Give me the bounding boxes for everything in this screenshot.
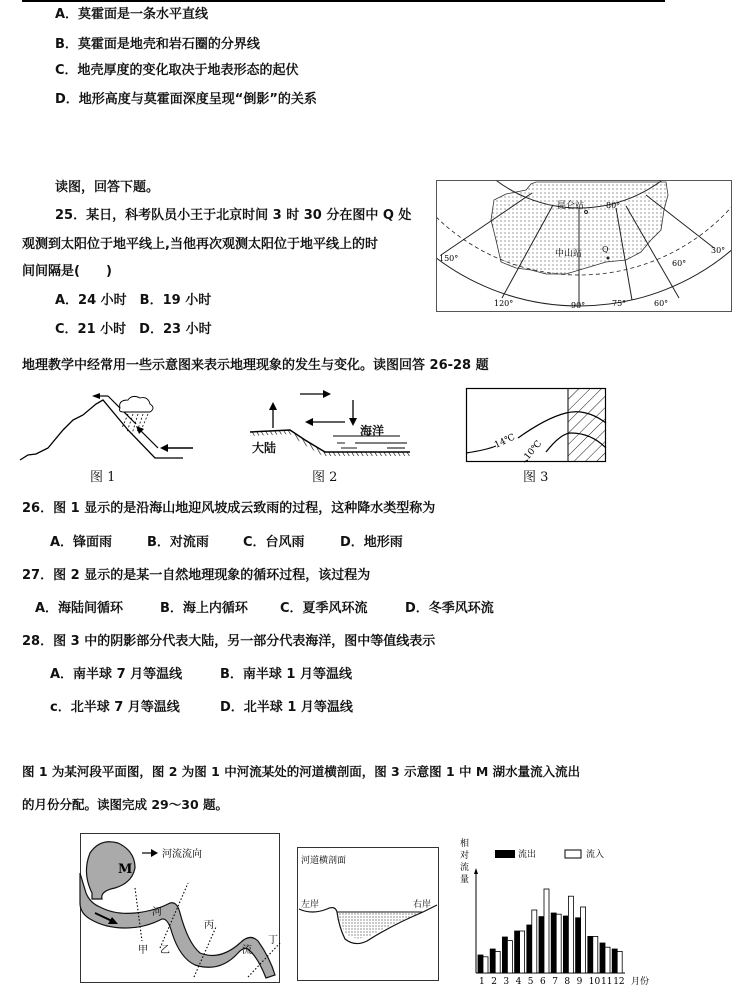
section3-intro-line1: 图 1 为某河段平面图，图 2 为图 1 中河流某处的河道横剖面，图 3 示意图 1 中 M 湖水量流入流出: [22, 764, 581, 779]
y-axis-label-4: 量: [460, 875, 470, 885]
x-tick-label: 12: [613, 977, 625, 987]
section-label-ding: 丁: [268, 935, 278, 946]
rain-lines: [122, 414, 148, 434]
bar-inflow-month-1: [483, 957, 488, 973]
q27-stem: 27．图 2 显示的是某一自然地理现象的循环过程，该过程为: [22, 568, 371, 583]
q24-option-d: D．地形高度与莫霍面深度呈现“倒影”的关系: [55, 92, 317, 107]
q28-option-d: D．北半球 1 月等温线: [220, 700, 353, 715]
bar-inflow-month-4: [520, 931, 525, 973]
figure-2-circulation: [245, 388, 415, 468]
right-bank-label: 右岸: [413, 900, 432, 910]
lake-label: M: [118, 862, 133, 877]
section-label-jia: 甲: [138, 945, 148, 956]
q25-stem-line2: 观测到太阳位于地平线上,当他再次观测太阳位于地平线上的时: [22, 237, 378, 252]
river-char-2: 流: [242, 945, 252, 956]
q25-intro: 读图，回答下题。: [55, 180, 160, 195]
section3-intro-line2: 的月份分配。读图完成 29～30 题。: [22, 797, 228, 812]
arrow-head: [92, 393, 100, 399]
q26-option-c: C．台风雨: [243, 535, 305, 550]
bar-inflow-month-6: [544, 889, 549, 973]
inner-circle: [441, 0, 717, 208]
x-tick-label: 5: [527, 977, 534, 987]
bar-outflow-month-9: [576, 918, 581, 973]
x-tick-label: 9: [576, 977, 583, 987]
q24-option-b: B．莫霍面是地壳和岩石圈的分界线: [55, 37, 260, 52]
bar-inflow-month-2: [495, 951, 500, 973]
lon-label-150: 150°: [439, 254, 459, 263]
figure-1-orographic-rain: [18, 390, 188, 480]
bar-inflow-month-9: [581, 907, 586, 973]
kunlun-station-label: 昆仑站: [557, 201, 585, 211]
q26-option-b: B．对流雨: [147, 535, 209, 550]
river-char-1: 河: [152, 907, 162, 918]
x-tick-label: 6: [540, 977, 546, 987]
x-tick-label: 2: [491, 977, 497, 987]
figure-2-land-label: 大陆: [252, 441, 277, 455]
cross-section-title: 河道横剖面: [301, 856, 347, 866]
x-axis-label: 月份: [631, 977, 650, 987]
q27-option-b: B．海上内循环: [160, 601, 248, 616]
figure-2-sea-label: 海洋: [360, 424, 385, 438]
figure-3-isotherms: [466, 388, 606, 463]
q27-option-d: D．冬季风环流: [405, 601, 494, 616]
x-tick-label: 1: [479, 977, 485, 987]
q25-options-row2: C．21 小时 D．23 小时: [55, 322, 212, 337]
bar-outflow-month-8: [563, 916, 568, 973]
lake-flow-chart: [455, 832, 655, 1000]
q26-stem: 26．图 1 显示的是沿海山地迎风坡成云致雨的过程，这种降水类型称为: [22, 501, 436, 516]
x-tick-label: 3: [503, 977, 510, 987]
bar-outflow-month-6: [539, 917, 544, 973]
isotherm-14-label: 14℃: [493, 432, 517, 451]
bar-inflow-month-7: [556, 914, 561, 973]
figure-1-caption: 图 1: [90, 470, 116, 485]
cloud-icon: [120, 396, 154, 412]
bar-inflow-month-12: [617, 951, 622, 973]
bar-outflow-month-2: [490, 949, 495, 973]
mountain-profile: [20, 400, 183, 460]
q24-option-c: C．地壳厚度的变化取决于地表形态的起伏: [55, 63, 299, 78]
y-axis-label-3: 流: [460, 863, 470, 873]
bar-inflow-month-11: [605, 947, 610, 973]
x-tick-label: 11: [601, 977, 613, 987]
bar-outflow-month-7: [551, 913, 556, 973]
lat-label-80: 80°: [606, 201, 621, 210]
q27-option-c: C．夏季风环流: [280, 601, 368, 616]
section-label-yi: 乙: [160, 945, 170, 956]
lon-label-30: 30°: [711, 246, 726, 255]
figure-2-caption: 图 2: [312, 470, 338, 485]
q28-option-c: c．北半球 7 月等温线: [50, 700, 180, 715]
q26-option-a: A．锋面雨: [50, 535, 113, 550]
x-tick-label: 8: [564, 977, 571, 987]
flow-direction-legend: 河流流向: [162, 849, 202, 860]
bar-inflow-month-3: [507, 941, 512, 973]
bar-outflow-month-12: [612, 949, 617, 973]
y-axis-label-1: 相: [460, 839, 470, 849]
q25-stem-line1: 25．某日，科考队员小王于北京时间 3 时 30 分在图中 Q 处: [55, 208, 412, 223]
isotherm-10-label: 10℃: [522, 439, 545, 462]
x-tick-label: 4: [515, 977, 522, 987]
q27-option-a: A．海陆间循环: [35, 601, 124, 616]
lat-label-60: 60°: [672, 259, 687, 268]
bar-inflow-month-8: [568, 896, 573, 973]
legend-label-inflow: 流入: [586, 850, 605, 860]
q28-stem: 28．图 3 中的阴影部分代表大陆，另一部分代表海洋，图中等值线表示: [22, 634, 436, 649]
x-tick-label: 10: [588, 977, 601, 987]
y-axis-arrow: [474, 868, 478, 874]
zhongshan-station-label: 中山站: [555, 249, 583, 259]
q-point-marker: [607, 257, 610, 260]
river-cross-section: [297, 847, 439, 981]
section2-intro: 地理教学中经常用一些示意图来表示地理现象的发生与变化。读图回答 26-28 题: [22, 358, 489, 373]
bar-inflow-month-10: [593, 936, 598, 973]
bar-outflow-month-4: [515, 931, 520, 973]
q24-option-a: A．莫霍面是一条水平直线: [55, 7, 209, 22]
q28-option-a: A．南半球 7 月等温线: [50, 667, 183, 682]
lon-label-120: 120°: [494, 299, 514, 308]
x-tick-label: 7: [552, 977, 558, 987]
q28-option-b: B．南半球 1 月等温线: [220, 667, 353, 682]
land-hatched-area: [568, 389, 605, 462]
figure-3-caption: 图 3: [523, 470, 549, 485]
section-label-bing: 丙: [204, 920, 214, 931]
bar-outflow-month-3: [502, 937, 507, 973]
antarctic-map: [436, 180, 732, 312]
q25-options-row1: A．24 小时 B．19 小时: [55, 293, 212, 308]
bar-outflow-month-11: [600, 943, 605, 973]
q26-option-d: D．地形雨: [340, 535, 403, 550]
legend-label-outflow: 流出: [518, 850, 537, 860]
left-bank-label: 左岸: [301, 900, 320, 910]
lon-label-60: 60°: [654, 299, 669, 308]
river-plan-map: [80, 833, 280, 983]
legend-swatch-outflow: [495, 850, 515, 858]
q25-stem-line3: 间间隔是( ): [22, 264, 112, 279]
bar-outflow-month-10: [588, 936, 593, 973]
legend-swatch-inflow: [565, 850, 581, 858]
top-rule: [22, 0, 665, 2]
lon-label-75: 75°: [612, 299, 627, 308]
q-point-label: Q: [602, 245, 609, 254]
lon-label-90: 90°: [571, 301, 586, 310]
bar-outflow-month-5: [527, 925, 532, 973]
y-axis-label-2: 对: [460, 851, 470, 861]
bar-inflow-month-5: [532, 910, 537, 973]
bar-outflow-month-1: [478, 955, 483, 973]
